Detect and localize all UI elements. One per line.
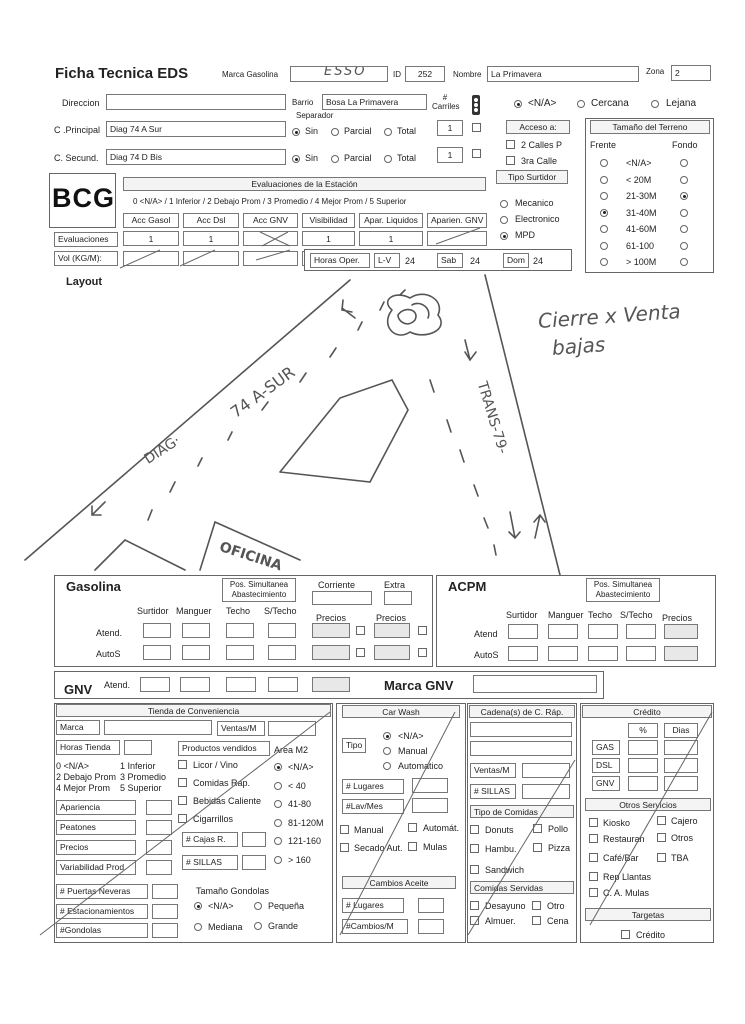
sketch-74asur-label: 74 A-SUR xyxy=(226,362,299,422)
eval-column-header: Visibilidad xyxy=(302,213,355,228)
barrio-label: Barrio xyxy=(292,98,314,107)
cambios-mes-label: #Cambios/M xyxy=(342,919,408,934)
tienda-eval-label: Apariencia xyxy=(56,800,136,815)
surtidor-mecanico-label: Mecanico xyxy=(515,198,554,208)
gasolina-manguer-label: Manguer xyxy=(176,606,212,616)
marca-gasolina-value: ESSO xyxy=(324,66,367,79)
servicio-label: Rep Llantas xyxy=(603,872,652,882)
cadena-tipo-header: Tipo de Comidas xyxy=(470,805,574,818)
carwash-opt-manual-label: Manual xyxy=(354,825,384,835)
credito-dias-label: Dias xyxy=(664,723,698,738)
page-title: Ficha Tecnica EDS xyxy=(55,65,189,82)
credito-row-label: GNV xyxy=(592,776,620,791)
terreno-fondo-label: Fondo xyxy=(672,140,698,150)
surtidor-mpd-label: MPD xyxy=(515,230,535,240)
dom-value[interactable]: 24 xyxy=(533,256,544,266)
dom-label: Dom xyxy=(503,253,529,268)
surtidor-electronico-label: Electronico xyxy=(515,214,560,224)
credito-header: Crédito xyxy=(582,705,712,718)
acpm-techo-label: Techo xyxy=(588,610,613,620)
gasolina-extra-label: Extra xyxy=(384,580,406,590)
gasolina-techo-label: Techo xyxy=(226,606,251,616)
eval-cell[interactable]: 1 xyxy=(302,231,355,246)
comida-sandwich-label: Sandwich xyxy=(485,865,525,875)
carwash-opt-secado-label: Secado Aut. xyxy=(354,843,403,853)
lv-label: L-V xyxy=(374,253,400,268)
carwash-tipo-label: Tipo xyxy=(342,738,366,753)
servida-cena-label: Cena xyxy=(547,916,569,926)
cadena-servidas-header: Comidas Servidas xyxy=(470,881,574,894)
gnv-title: GNV xyxy=(64,682,93,697)
servicio-label: Café/Bar xyxy=(603,853,639,863)
zona-label: Zona xyxy=(646,67,665,76)
terreno-frente-label: Frente xyxy=(590,140,617,150)
id-label: ID xyxy=(393,70,401,79)
terreno-size-label: 61-100 xyxy=(626,240,655,251)
producto-label: Licor / Vino xyxy=(193,760,238,770)
cadena-header: Cadena(s) de C. Ráp. xyxy=(469,705,575,718)
cadena-sillas-label: # SILLAS xyxy=(470,784,516,799)
area-label: 81-120M xyxy=(288,817,324,828)
servicio-label: Restauran xyxy=(603,834,645,844)
principal-sep-total-label: Total xyxy=(397,126,417,136)
horas-label: Horas Oper. xyxy=(310,253,370,268)
nombre-label: Nombre xyxy=(453,70,482,79)
area-label: <N/A> xyxy=(288,762,314,772)
sketch-diag-label: DIAG· xyxy=(141,432,184,468)
terreno-size-label: > 100M xyxy=(626,257,657,267)
credito-row-label: GAS xyxy=(592,740,620,755)
area-label: 121-160 xyxy=(288,836,322,846)
eval-column-header: Acc Gasol xyxy=(123,213,179,228)
lv-value[interactable]: 24 xyxy=(405,256,416,266)
eval-row-label: Evaluaciones xyxy=(54,232,118,247)
id-field[interactable]: 252 xyxy=(405,66,445,82)
secund-field[interactable]: Diag 74 D Bis xyxy=(106,149,286,165)
credito-row-label: DSL xyxy=(592,758,620,773)
tienda-scale-5: 5 Superior xyxy=(120,783,162,793)
targeta-credito-label: Crédito xyxy=(636,930,666,940)
tienda-cajas-label: # Cajas R. xyxy=(182,832,238,847)
comida-pollo-label: Pollo xyxy=(548,824,569,834)
acpm-precios-label: Precios xyxy=(662,613,693,623)
terreno-size-label: < 20M xyxy=(626,174,652,185)
sab-value[interactable]: 24 xyxy=(470,256,481,266)
tienda-estac-label: # Estacionamientos xyxy=(56,904,148,919)
servicio-label: Otros xyxy=(671,833,694,843)
eval-cell[interactable]: 1 xyxy=(359,231,423,246)
tienda-productos-label: Productos vendidos xyxy=(178,741,270,756)
tienda-horas-label: Horas Tienda xyxy=(56,740,120,755)
bcg-logo: BCG xyxy=(52,183,115,213)
gnv-marca-label: Marca GNV xyxy=(384,678,454,693)
tienda-area-label: Area M2 xyxy=(274,745,309,755)
direccion-label: Direccion xyxy=(62,98,100,108)
tienda-sillas-label: # SILLAS xyxy=(182,855,238,870)
acceso-2calles-label: 2 Calles P xyxy=(521,140,563,150)
evaluaciones-header: Evaluaciones de la Estación xyxy=(123,177,486,191)
eval-cell[interactable]: 1 xyxy=(123,231,179,246)
comida-donuts-label: Donuts xyxy=(485,825,514,835)
tipo-surtidor-header: Tipo Surtidor xyxy=(496,170,568,184)
terreno-size-label: 21-30M xyxy=(626,191,657,201)
comida-pizza-label: Pizza xyxy=(548,843,571,853)
acpm-pos-label: Pos. Simultanea Abastecimiento xyxy=(586,578,660,602)
tienda-tam-gondolas-label: Tamaño Gondolas xyxy=(196,886,270,896)
servicio-label: Kiosko xyxy=(603,818,631,828)
area-label: < 40 xyxy=(288,780,306,791)
tienda-scale-4: 4 Mejor Prom xyxy=(56,783,111,793)
acpm-autos-label: AutoS xyxy=(474,650,499,660)
tienda-eval-label: Precios xyxy=(56,840,136,855)
principal-label: C .Principal xyxy=(54,125,101,135)
area-label: 41-80 xyxy=(288,799,312,809)
zona-field[interactable]: 2 xyxy=(671,65,711,81)
gasolina-precios-1-label: Precios xyxy=(316,613,347,623)
cambios-header: Cambios Aceite xyxy=(342,876,456,889)
tienda-scale-0: 0 <N/A> xyxy=(56,761,90,771)
carwash-na-label: <N/A> xyxy=(398,731,424,741)
carwash-opt-auto-label: Automát. xyxy=(423,823,460,833)
acceso-3ra-label: 3ra Calle xyxy=(521,156,558,166)
terreno-size-label: 31-40M xyxy=(626,207,657,218)
producto-label: Comidas Rap. xyxy=(193,778,251,788)
terreno-size-label: 41-60M xyxy=(626,224,657,234)
servida-almuer-label: Almuer. xyxy=(485,916,516,926)
eval-column-header: Aparien. GNV xyxy=(427,213,487,228)
acpm-title: ACPM xyxy=(448,579,487,594)
terreno-size-label: <N/A> xyxy=(626,158,652,168)
servida-desayuno-label: Desayuno xyxy=(485,901,526,911)
layout-note-line1: Cierre x Venta xyxy=(537,299,682,333)
acpm-stecho-label: S/Techo xyxy=(620,610,653,620)
tienda-header: Tienda de Conveniencia xyxy=(56,704,331,717)
tienda-eval-label: Variabilidad Prod. xyxy=(56,860,136,875)
marca-gasolina-label: Marca Gasolina xyxy=(222,70,279,79)
servicio-label: Cajero xyxy=(671,816,698,826)
nombre-field[interactable]: La Primavera xyxy=(487,66,639,82)
carwash-header: Car Wash xyxy=(342,705,460,718)
tienda-marca-label: Marca xyxy=(56,720,100,735)
proximity-cercana-label: Cercana xyxy=(591,98,629,109)
gasolina-precios-2-label: Precios xyxy=(376,613,407,623)
tienda-neveras-label: # Puertas Neveras xyxy=(56,884,148,899)
servicio-label: TBA xyxy=(671,853,689,863)
tienda-scale-2: 2 Debajo Prom xyxy=(56,772,117,782)
gasolina-stecho-label: S/Techo xyxy=(264,606,297,616)
gasolina-title: Gasolina xyxy=(66,579,121,594)
acpm-atend-label: Atend xyxy=(474,629,498,639)
cadena-ventas-label: Ventas/M xyxy=(470,763,516,778)
principal-field[interactable]: Diag 74 A Sur xyxy=(106,121,286,137)
sab-label: Sab xyxy=(437,253,463,268)
secund-sep-sin-label: Sin xyxy=(305,153,319,163)
acpm-manguer-label: Manguer xyxy=(548,610,584,620)
area-label: > 160 xyxy=(288,854,311,865)
proximity-na-label: <N/A> xyxy=(528,98,557,109)
gasolina-autos-label: AutoS xyxy=(96,649,121,659)
gasolina-pos-label: Pos. Simultanea Abastecimiento xyxy=(222,578,296,602)
servicios-header: Otros Servicios xyxy=(585,798,711,811)
gasolina-corriente-label: Corriente xyxy=(318,580,356,590)
gasolina-atend-label: Atend. xyxy=(96,628,123,638)
barrio-field[interactable]: Bosa La Primavera xyxy=(322,94,427,110)
gondola-mediana-label: Mediana xyxy=(208,922,243,932)
tienda-gondolas-label: #Gondolas xyxy=(56,923,148,938)
gondola-grande-label: Grande xyxy=(268,921,299,931)
gondola-pequena-label: Pequeña xyxy=(268,901,305,911)
carwash-lugares-label: # Lugares xyxy=(342,779,404,794)
carriles-secund-field[interactable]: 1 xyxy=(437,147,463,163)
secund-label: C. Secund. xyxy=(54,153,99,163)
gasolina-surtidor-label: Surtidor xyxy=(137,606,169,616)
sketch-trans-label: TRANS-79- xyxy=(473,379,511,456)
tienda-scale-3: 3 Promedio xyxy=(120,772,167,782)
layout-note-line2: bajas xyxy=(551,332,606,360)
carwash-manual-label: Manual xyxy=(398,746,428,756)
eval-cell[interactable]: 1 xyxy=(183,231,239,246)
tienda-ventas-label: Ventas/M xyxy=(217,721,265,736)
vol-row-label: Vol (KG/M): xyxy=(54,251,118,266)
carriles-label: # Carriles xyxy=(432,93,460,111)
carwash-lav-label: #Lav/Mes xyxy=(342,799,404,814)
comida-hambu-label: Hambu. xyxy=(485,844,517,854)
carwash-auto-label: Automatico xyxy=(398,761,444,771)
gondola-na-label: <N/A> xyxy=(208,901,234,911)
eval-column-header: Acc GNV xyxy=(243,213,298,228)
acpm-surtidor-label: Surtidor xyxy=(506,610,538,620)
terreno-header: Tamaño del Terreno xyxy=(590,120,710,134)
carwash-opt-mulas-label: Mulas xyxy=(423,842,448,852)
secund-sep-total-label: Total xyxy=(397,153,417,163)
carriles-principal-field[interactable]: 1 xyxy=(437,120,463,136)
producto-label: Bebidas Caliente xyxy=(193,796,262,806)
proximity-lejana-label: Lejana xyxy=(666,98,697,109)
eval-column-header: Apar. Liquidos xyxy=(359,213,423,228)
eval-column-header: Acc Dsl xyxy=(183,213,239,228)
targetas-header: Targetas xyxy=(585,908,711,921)
secund-sep-parcial-label: Parcial xyxy=(344,153,372,163)
principal-sep-sin-label: Sin xyxy=(305,126,319,136)
credito-pct-label: % xyxy=(628,723,658,738)
principal-sep-parcial-label: Parcial xyxy=(344,126,372,136)
layout-label: Layout xyxy=(66,276,103,288)
tienda-scale-1: 1 Inferior xyxy=(120,761,156,771)
servicio-label: C. A. Mulas xyxy=(603,888,650,898)
sketch-oficina-label: OFICINA xyxy=(217,539,284,575)
servida-otro-label: Otro xyxy=(547,901,565,911)
acceso-header: Acceso a: xyxy=(506,120,570,134)
separador-label: Separador xyxy=(296,111,334,120)
gnv-atend-label: Atend. xyxy=(104,680,131,690)
cambios-lugares-label: # Lugares xyxy=(342,898,404,913)
producto-label: Cigarrillos xyxy=(193,814,234,824)
tienda-eval-label: Peatones xyxy=(56,820,136,835)
evaluaciones-scale: 0 <N/A> / 1 Inferior / 2 Debajo Prom / 3 Promedio / 4 Mejor Prom / 5 Superior xyxy=(133,197,407,206)
